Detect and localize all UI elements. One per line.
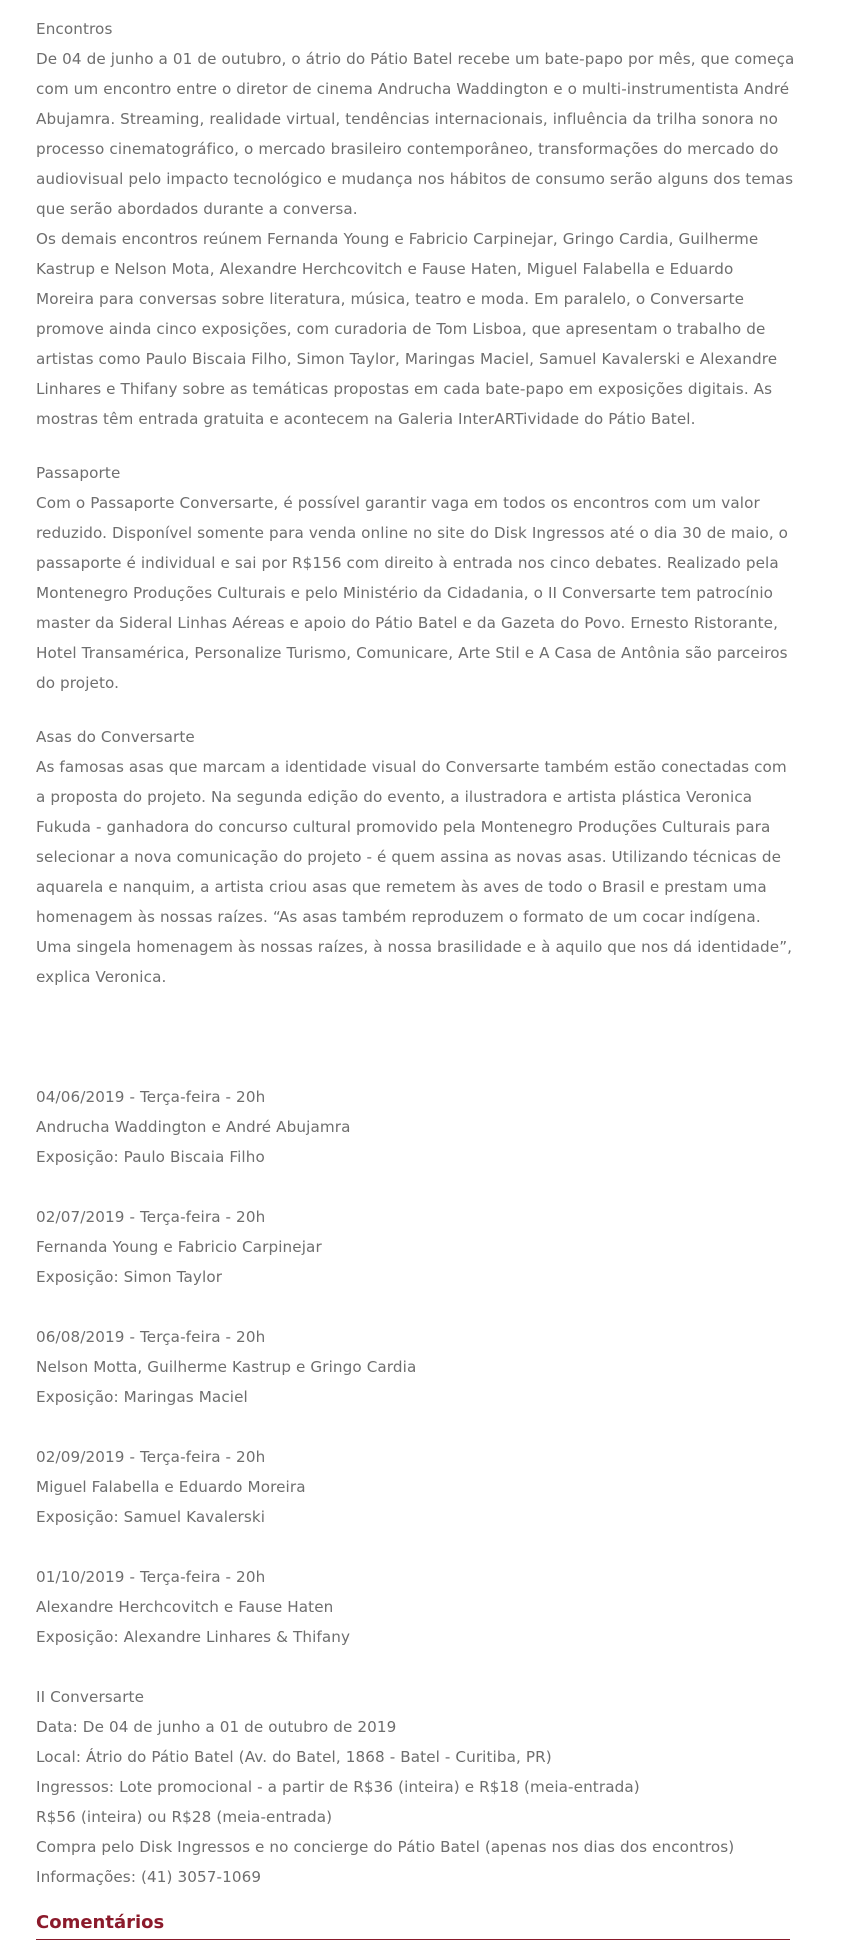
schedule-guests: Nelson Motta, Guilherme Kastrup e Gringo Cardia [36,1358,417,1376]
event-info-date: Data: De 04 de junho a 01 de outubro de 2019 [36,1718,397,1736]
schedule-date: 02/07/2019 - Terça-feira - 20h [36,1208,266,1226]
encontros-paragraph-1: De 04 de junho a 01 de outubro, o átrio do Pátio Batel recebe um bate-papo por mês, que começa com um encontro entre o diretor de cinema Andrucha Waddington e o multi-instrumentista André Abujamra. Streaming, realidade virtual, tendências internacionais, influência da trilha sonora no processo cinematográfico, o mercado brasileiro contemporâneo, transformações do mercado do audiovisual pelo impacto tecnológico e mudança nos hábitos de consumo serão alguns dos temas que serão abordados durante a conversa. [36,50,795,218]
schedule-date: 06/08/2019 - Terça-feira - 20h [36,1328,266,1346]
event-info-title: II Conversarte [36,1688,145,1706]
event-info-tickets-regular: R$56 (inteira) ou R$28 (meia-entrada) [36,1808,333,1826]
schedule-exhibition: Exposição: Simon Taylor [36,1268,223,1286]
schedule-guests: Miguel Falabella e Eduardo Moreira [36,1478,306,1496]
passaporte-heading: Passaporte [36,464,121,482]
schedule-guests: Andrucha Waddington e André Abujamra [36,1118,351,1136]
schedule-item [36,1322,796,1412]
schedule-date: 01/10/2019 - Terça-feira - 20h [36,1568,266,1586]
event-info-tickets-promo: Ingressos: Lote promocional - a partir de R$36 (inteira) e R$18 (meia-entrada) [36,1778,640,1796]
comments-heading: Comentários [36,1912,165,1933]
asas-paragraph: As famosas asas que marcam a identidade visual do Conversarte também estão conectadas com a proposta do projeto. Na segunda edição do evento, a ilustradora e artista plástica Veronica Fukuda - ganhadora do concurso cultural promovido pela Montenegro Produções Culturais para selecionar a nova comunicação do projeto - é quem assina as novas asas. Utilizando técnicas de aquarela e nanquim, a artista criou asas que remetem às aves de todo o Brasil e prestam uma homenagem às nossas raízes. “As asas também reproduzem o formato de um cocar indígena. Uma singela homenagem às nossas raízes, à nossa brasilidade e à aquilo que nos dá identidade”, explica Veronica. [36,758,793,986]
schedule-item [36,1442,796,1532]
schedule-exhibition: Exposição: Samuel Kavalerski [36,1508,266,1526]
article-body [36,14,796,1892]
schedule-guests: Alexandre Herchcovitch e Fause Haten [36,1598,334,1616]
schedule-exhibition: Exposição: Alexandre Linhares & Thifany [36,1628,351,1646]
encontros-heading: Encontros [36,20,113,38]
schedule-item [36,1082,796,1172]
schedule-date: 02/09/2019 - Terça-feira - 20h [36,1448,266,1466]
encontros-paragraph-2: Os demais encontros reúnem Fernanda Young e Fabricio Carpinejar, Gringo Cardia, Guilherme Kastrup e Nelson Mota, Alexandre Herchcovitch e Fause Haten, Miguel Falabella e Eduardo Moreira para conversas sobre literatura, música, teatro e moda. Em paralelo, o Conversarte promove ainda cinco exposições, com curadoria de Tom Lisboa, que apresentam o trabalho de artistas como Paulo Biscaia Filho, Simon Taylor, Maringas Maciel, Samuel Kavalerski e Alexandre Linhares e Thifany sobre as temáticas propostas em cada bate-papo em exposições digitais. As mostras têm entrada gratuita e acontecem na Galeria InterARTividade do Pátio Batel. [36,230,778,428]
event-info-location: Local: Átrio do Pátio Batel (Av. do Batel, 1868 - Batel - Curitiba, PR) [36,1748,552,1766]
asas-heading: Asas do Conversarte [36,728,195,746]
schedule-exhibition: Exposição: Maringas Maciel [36,1388,248,1406]
schedule-item [36,1562,796,1652]
schedule-list [36,1082,796,1652]
passaporte-paragraph: Com o Passaporte Conversarte, é possível garantir vaga em todos os encontros com um valor reduzido. Disponível somente para venda online no site do Disk Ingressos até o dia 30 de maio, o passaporte é individual e sai por R$156 com direito à entrada nos cinco debates. Realizado pela Montenegro Produções Culturais e pelo Ministério da Cidadania, o II Conversarte tem patrocínio master da Sideral Linhas Aéreas e apoio do Pátio Batel e da Gazeta do Povo. Ernesto Ristorante, Hotel Transamérica, Personalize Turismo, Comunicare, Arte Stil e A Casa de Antônia são parceiros do projeto. [36,494,789,692]
event-info-purchase: Compra pelo Disk Ingressos e no concierge do Pátio Batel (apenas nos dias dos encontros) [36,1838,735,1856]
comments-section [36,1910,790,1940]
schedule-guests: Fernanda Young e Fabricio Carpinejar [36,1238,322,1256]
event-info-phone: Informações: (41) 3057-1069 [36,1868,262,1886]
schedule-date: 04/06/2019 - Terça-feira - 20h [36,1088,266,1106]
event-info [36,1682,796,1892]
schedule-exhibition: Exposição: Paulo Biscaia Filho [36,1148,265,1166]
schedule-item [36,1202,796,1292]
